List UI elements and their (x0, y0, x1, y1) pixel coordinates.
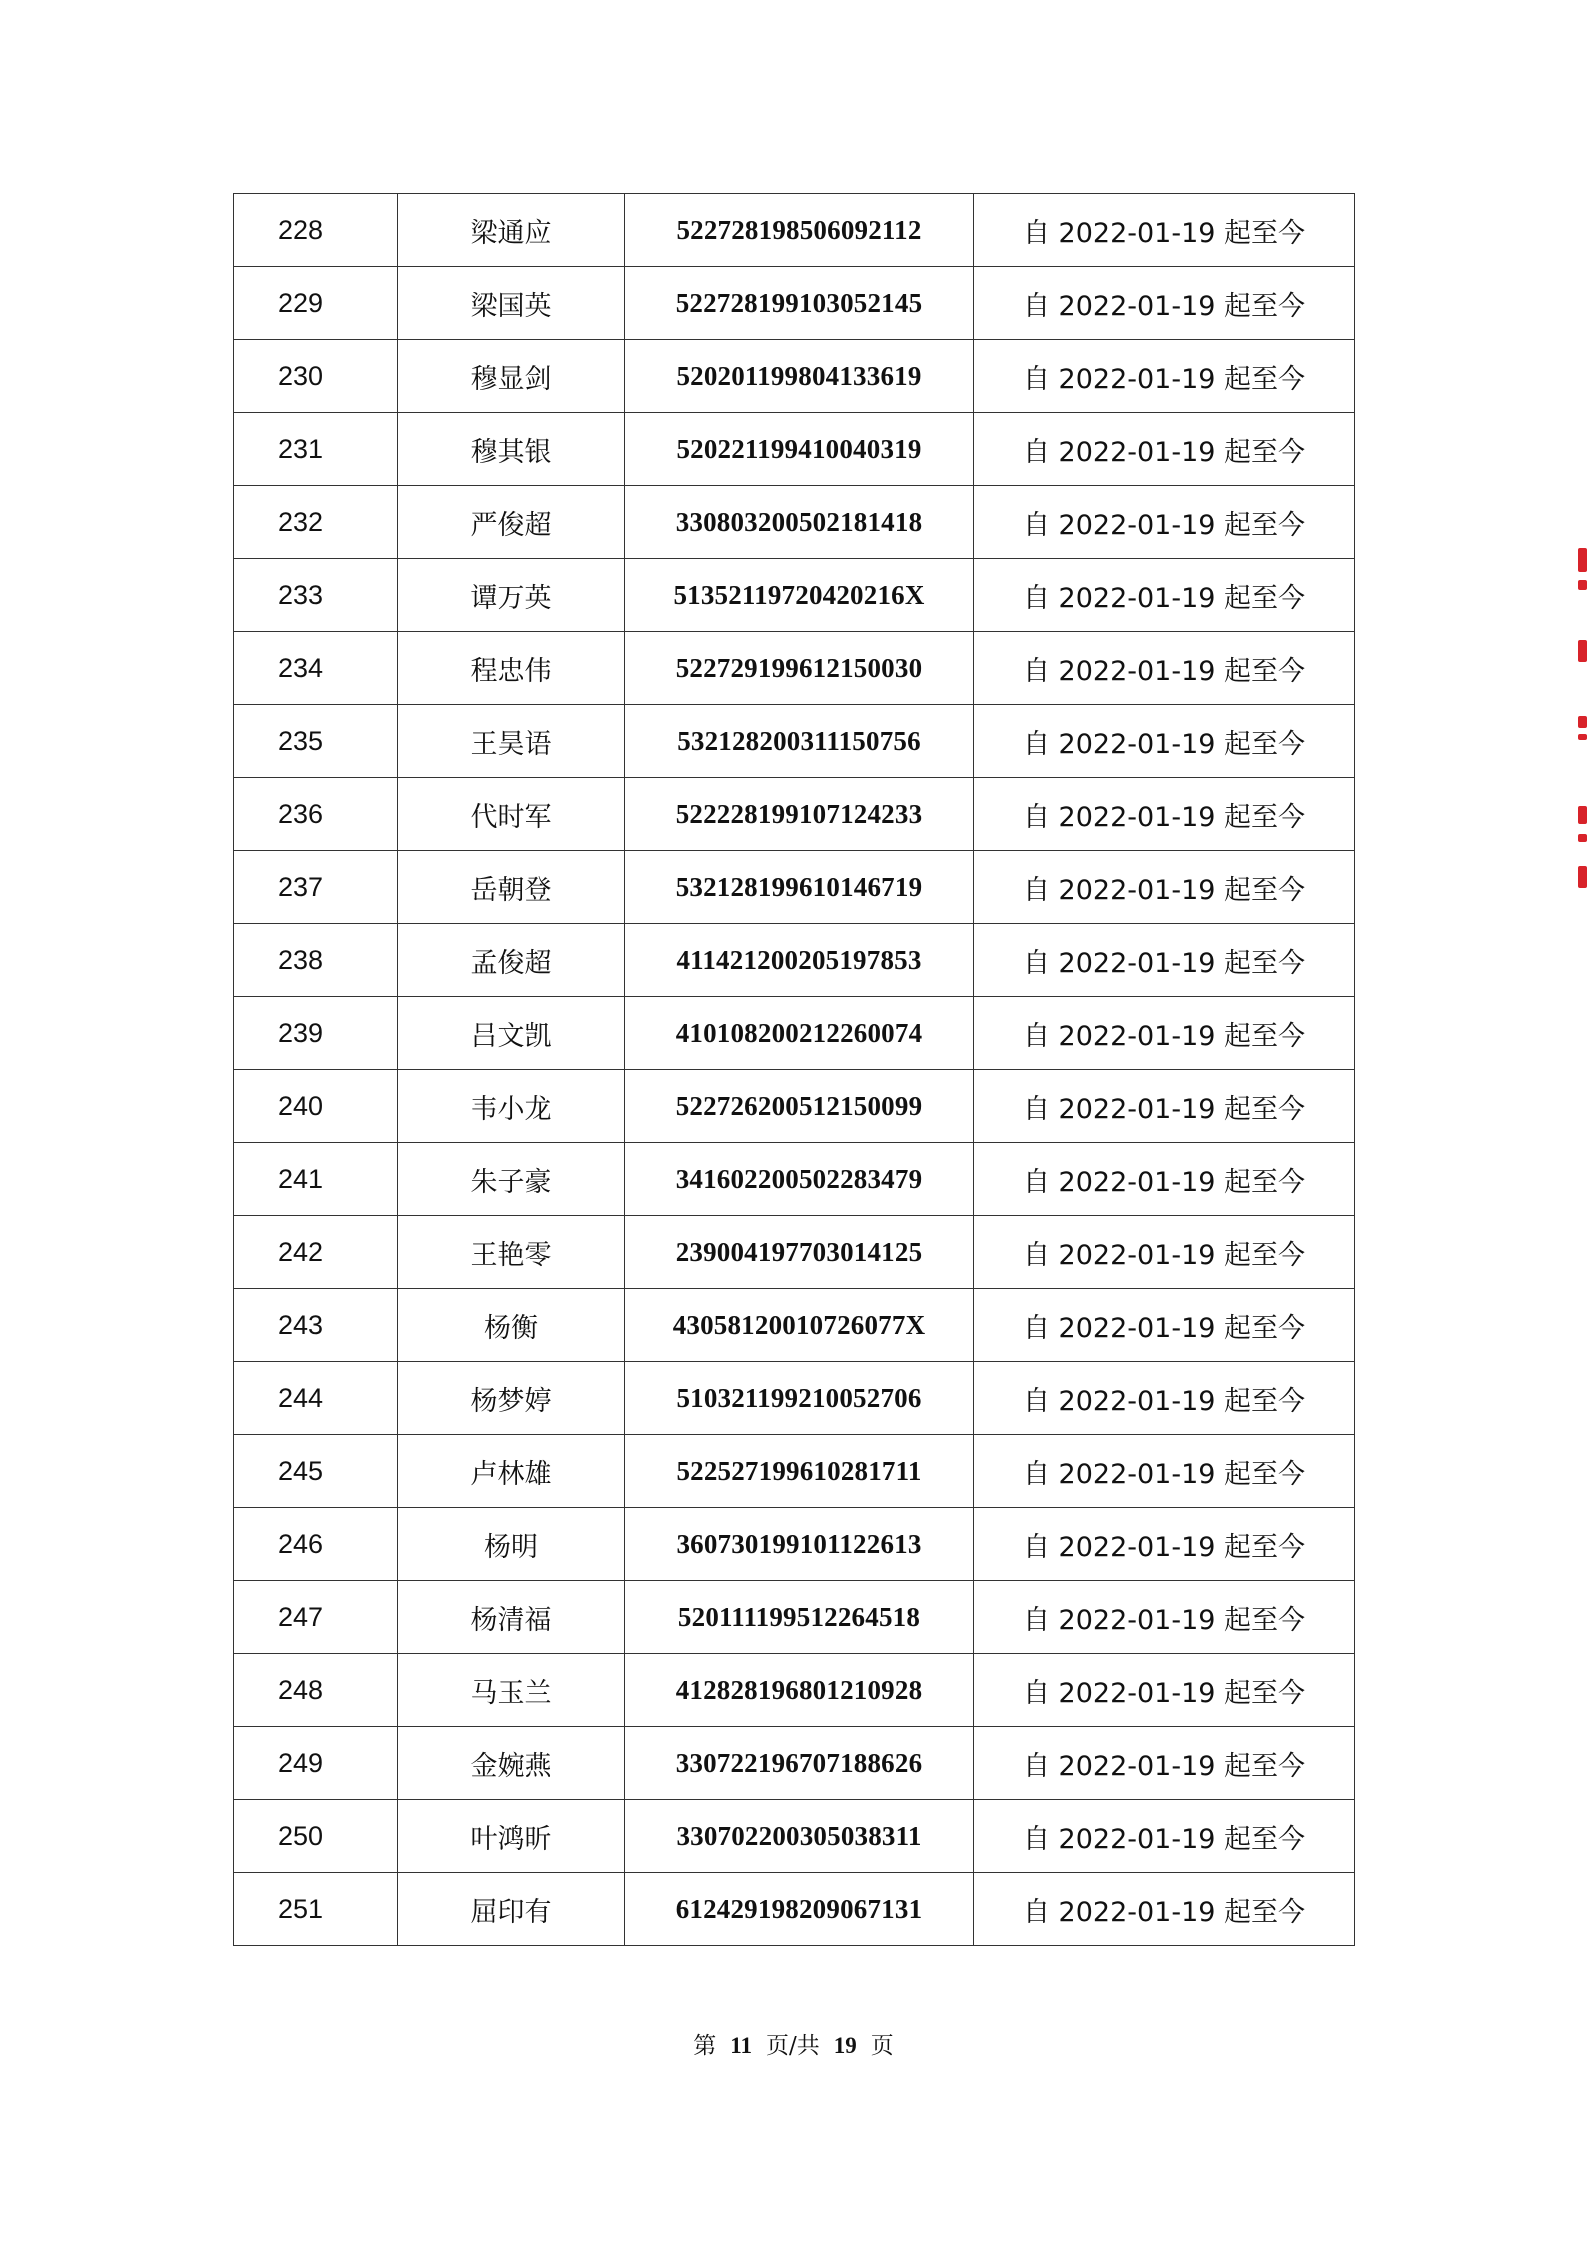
table-row (234, 1727, 1355, 1800)
table-row (234, 632, 1355, 705)
row-number: 232 (234, 486, 398, 559)
row-number: 233 (234, 559, 398, 632)
seal-fragment (1578, 734, 1587, 740)
seal-fragment (1578, 548, 1587, 572)
seal-fragment (1578, 716, 1587, 728)
id-number: 522726200512150099 (625, 1070, 974, 1143)
id-number: 330702200305038311 (625, 1800, 974, 1873)
row-number: 234 (234, 632, 398, 705)
table-row (234, 1289, 1355, 1362)
row-number: 241 (234, 1143, 398, 1216)
row-number: 244 (234, 1362, 398, 1435)
id-number: 522527199610281711 (625, 1435, 974, 1508)
id-number: 612429198209067131 (625, 1873, 974, 1946)
table-row (234, 1070, 1355, 1143)
row-number: 251 (234, 1873, 398, 1946)
id-number: 330803200502181418 (625, 486, 974, 559)
table-row (234, 851, 1355, 924)
period: 自 2022-01-19 起至今 (974, 1654, 1355, 1727)
person-name: 叶鸿昕 (398, 1800, 625, 1873)
table-row (234, 1654, 1355, 1727)
period: 自 2022-01-19 起至今 (974, 1508, 1355, 1581)
person-name: 王昊语 (398, 705, 625, 778)
table-row (234, 997, 1355, 1070)
id-number: 341602200502283479 (625, 1143, 974, 1216)
row-number: 238 (234, 924, 398, 997)
person-name: 杨衡 (398, 1289, 625, 1362)
person-name: 穆其银 (398, 413, 625, 486)
period: 自 2022-01-19 起至今 (974, 340, 1355, 413)
row-number: 249 (234, 1727, 398, 1800)
period: 自 2022-01-19 起至今 (974, 632, 1355, 705)
id-number: 410108200212260074 (625, 997, 974, 1070)
person-name: 金婉燕 (398, 1727, 625, 1800)
period: 自 2022-01-19 起至今 (974, 1289, 1355, 1362)
table-row (234, 1508, 1355, 1581)
person-name: 韦小龙 (398, 1070, 625, 1143)
footer-prefix: 第 (693, 2033, 717, 2059)
seal-fragment (1578, 806, 1587, 824)
period: 自 2022-01-19 起至今 (974, 1581, 1355, 1654)
row-number: 239 (234, 997, 398, 1070)
person-name: 朱子豪 (398, 1143, 625, 1216)
page-footer (0, 2027, 1587, 2060)
row-number: 230 (234, 340, 398, 413)
table-row (234, 413, 1355, 486)
period: 自 2022-01-19 起至今 (974, 924, 1355, 997)
row-number: 228 (234, 194, 398, 267)
period: 自 2022-01-19 起至今 (974, 194, 1355, 267)
period: 自 2022-01-19 起至今 (974, 1143, 1355, 1216)
seal-fragment (1578, 866, 1587, 888)
table-row (234, 340, 1355, 413)
seal-fragment (1578, 640, 1587, 662)
table-row (234, 486, 1355, 559)
row-number: 242 (234, 1216, 398, 1289)
period: 自 2022-01-19 起至今 (974, 1070, 1355, 1143)
id-number: 522728199103052145 (625, 267, 974, 340)
period: 自 2022-01-19 起至今 (974, 1362, 1355, 1435)
person-name: 卢林雄 (398, 1435, 625, 1508)
row-number: 235 (234, 705, 398, 778)
table-body (234, 194, 1355, 1946)
id-number: 522728198506092112 (625, 194, 974, 267)
person-name: 孟俊超 (398, 924, 625, 997)
id-number: 532128200311150756 (625, 705, 974, 778)
person-name: 穆显剑 (398, 340, 625, 413)
person-name: 屈印有 (398, 1873, 625, 1946)
id-number: 412828196801210928 (625, 1654, 974, 1727)
footer-suffix: 页 (870, 2033, 894, 2059)
table-row (234, 1216, 1355, 1289)
person-name: 代时军 (398, 778, 625, 851)
id-number: 330722196707188626 (625, 1727, 974, 1800)
person-name: 梁国英 (398, 267, 625, 340)
period: 自 2022-01-19 起至今 (974, 1435, 1355, 1508)
row-number: 243 (234, 1289, 398, 1362)
person-name: 杨梦婷 (398, 1362, 625, 1435)
row-number: 246 (234, 1508, 398, 1581)
table-row (234, 1800, 1355, 1873)
person-name: 吕文凯 (398, 997, 625, 1070)
person-name: 严俊超 (398, 486, 625, 559)
table-row (234, 924, 1355, 997)
person-name: 杨清福 (398, 1581, 625, 1654)
id-number: 522228199107124233 (625, 778, 974, 851)
table-row (234, 705, 1355, 778)
row-number: 236 (234, 778, 398, 851)
id-number: 520201199804133619 (625, 340, 974, 413)
row-number: 248 (234, 1654, 398, 1727)
row-number: 250 (234, 1800, 398, 1873)
row-number: 231 (234, 413, 398, 486)
id-number: 360730199101122613 (625, 1508, 974, 1581)
table-row (234, 267, 1355, 340)
red-seal-edge (1578, 548, 1587, 888)
id-number: 522729199612150030 (625, 632, 974, 705)
id-number: 411421200205197853 (625, 924, 974, 997)
person-name: 马玉兰 (398, 1654, 625, 1727)
id-number: 239004197703014125 (625, 1216, 974, 1289)
footer-middle: 页/共 (765, 2033, 820, 2059)
period: 自 2022-01-19 起至今 (974, 413, 1355, 486)
table-row (234, 778, 1355, 851)
period: 自 2022-01-19 起至今 (974, 486, 1355, 559)
table-row (234, 1143, 1355, 1216)
person-name: 梁通应 (398, 194, 625, 267)
id-number: 51352119720420216X (625, 559, 974, 632)
id-number: 520111199512264518 (625, 1581, 974, 1654)
personnel-table (233, 193, 1355, 1946)
row-number: 240 (234, 1070, 398, 1143)
total-pages-number: 19 (833, 2033, 857, 2058)
period: 自 2022-01-19 起至今 (974, 1873, 1355, 1946)
person-name: 杨明 (398, 1508, 625, 1581)
table-row (234, 1581, 1355, 1654)
seal-fragment (1578, 580, 1587, 590)
row-number: 237 (234, 851, 398, 924)
person-name: 程忠伟 (398, 632, 625, 705)
period: 自 2022-01-19 起至今 (974, 705, 1355, 778)
period: 自 2022-01-19 起至今 (974, 1216, 1355, 1289)
row-number: 229 (234, 267, 398, 340)
period: 自 2022-01-19 起至今 (974, 1800, 1355, 1873)
period: 自 2022-01-19 起至今 (974, 267, 1355, 340)
table-row (234, 559, 1355, 632)
id-number: 510321199210052706 (625, 1362, 974, 1435)
id-number: 520221199410040319 (625, 413, 974, 486)
period: 自 2022-01-19 起至今 (974, 1727, 1355, 1800)
id-number: 532128199610146719 (625, 851, 974, 924)
table-row (234, 194, 1355, 267)
person-name: 王艳零 (398, 1216, 625, 1289)
period: 自 2022-01-19 起至今 (974, 559, 1355, 632)
person-name: 谭万英 (398, 559, 625, 632)
table-row (234, 1362, 1355, 1435)
period: 自 2022-01-19 起至今 (974, 851, 1355, 924)
period: 自 2022-01-19 起至今 (974, 997, 1355, 1070)
current-page-number: 11 (730, 2033, 752, 2058)
seal-fragment (1578, 834, 1587, 842)
row-number: 247 (234, 1581, 398, 1654)
period: 自 2022-01-19 起至今 (974, 778, 1355, 851)
table-row (234, 1873, 1355, 1946)
table-row (234, 1435, 1355, 1508)
id-number: 43058120010726077X (625, 1289, 974, 1362)
row-number: 245 (234, 1435, 398, 1508)
person-name: 岳朝登 (398, 851, 625, 924)
